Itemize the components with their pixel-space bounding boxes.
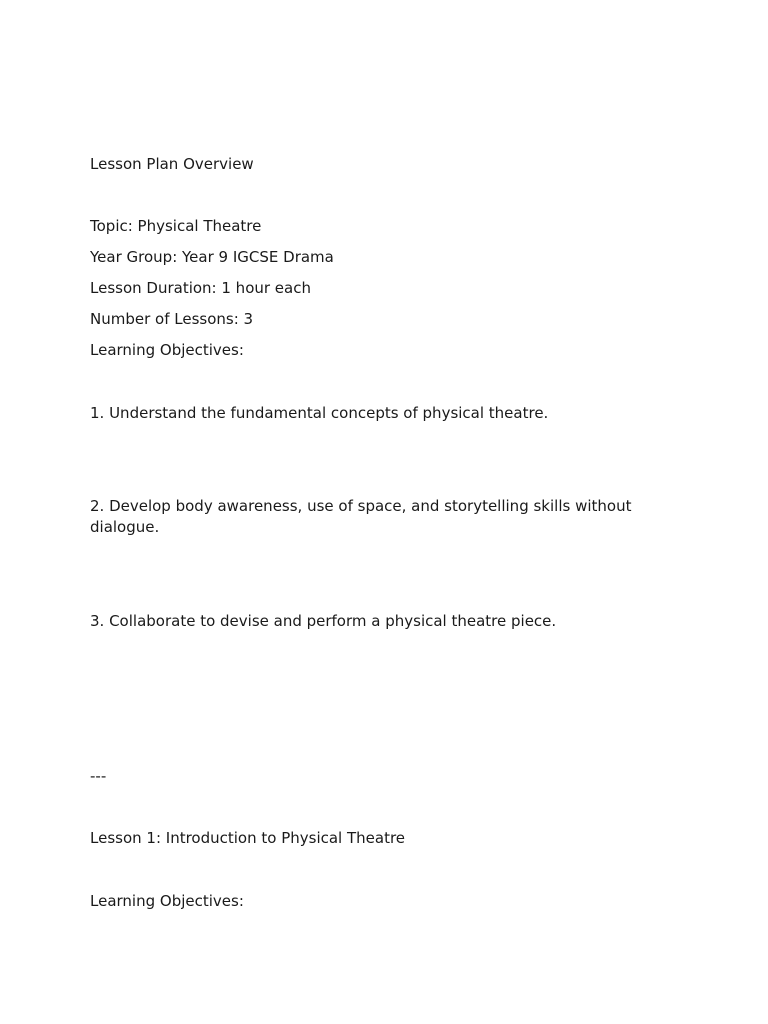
- document-title: Lesson Plan Overview: [90, 155, 254, 173]
- lesson1-title: Lesson 1: Introduction to Physical Theatre: [90, 829, 406, 847]
- duration-line: Lesson Duration: 1 hour each: [90, 279, 311, 297]
- objectives-heading: Learning Objectives:: [90, 341, 244, 359]
- lesson1-objectives-heading: Learning Objectives:: [90, 892, 244, 910]
- num-lessons-line: Number of Lessons: 3: [90, 310, 254, 328]
- objective-item: 2. Develop body awareness, use of space, and storytelling skills without dialogue.: [90, 497, 632, 536]
- section-separator: ---: [90, 767, 107, 785]
- topic-line: Topic: Physical Theatre: [90, 217, 262, 235]
- year-group-line: Year Group: Year 9 IGCSE Drama: [90, 248, 334, 266]
- objective-item: 1. Understand the fundamental concepts of physical theatre.: [90, 404, 549, 422]
- objective-item: 3. Collaborate to devise and perform a physical theatre piece.: [90, 612, 557, 630]
